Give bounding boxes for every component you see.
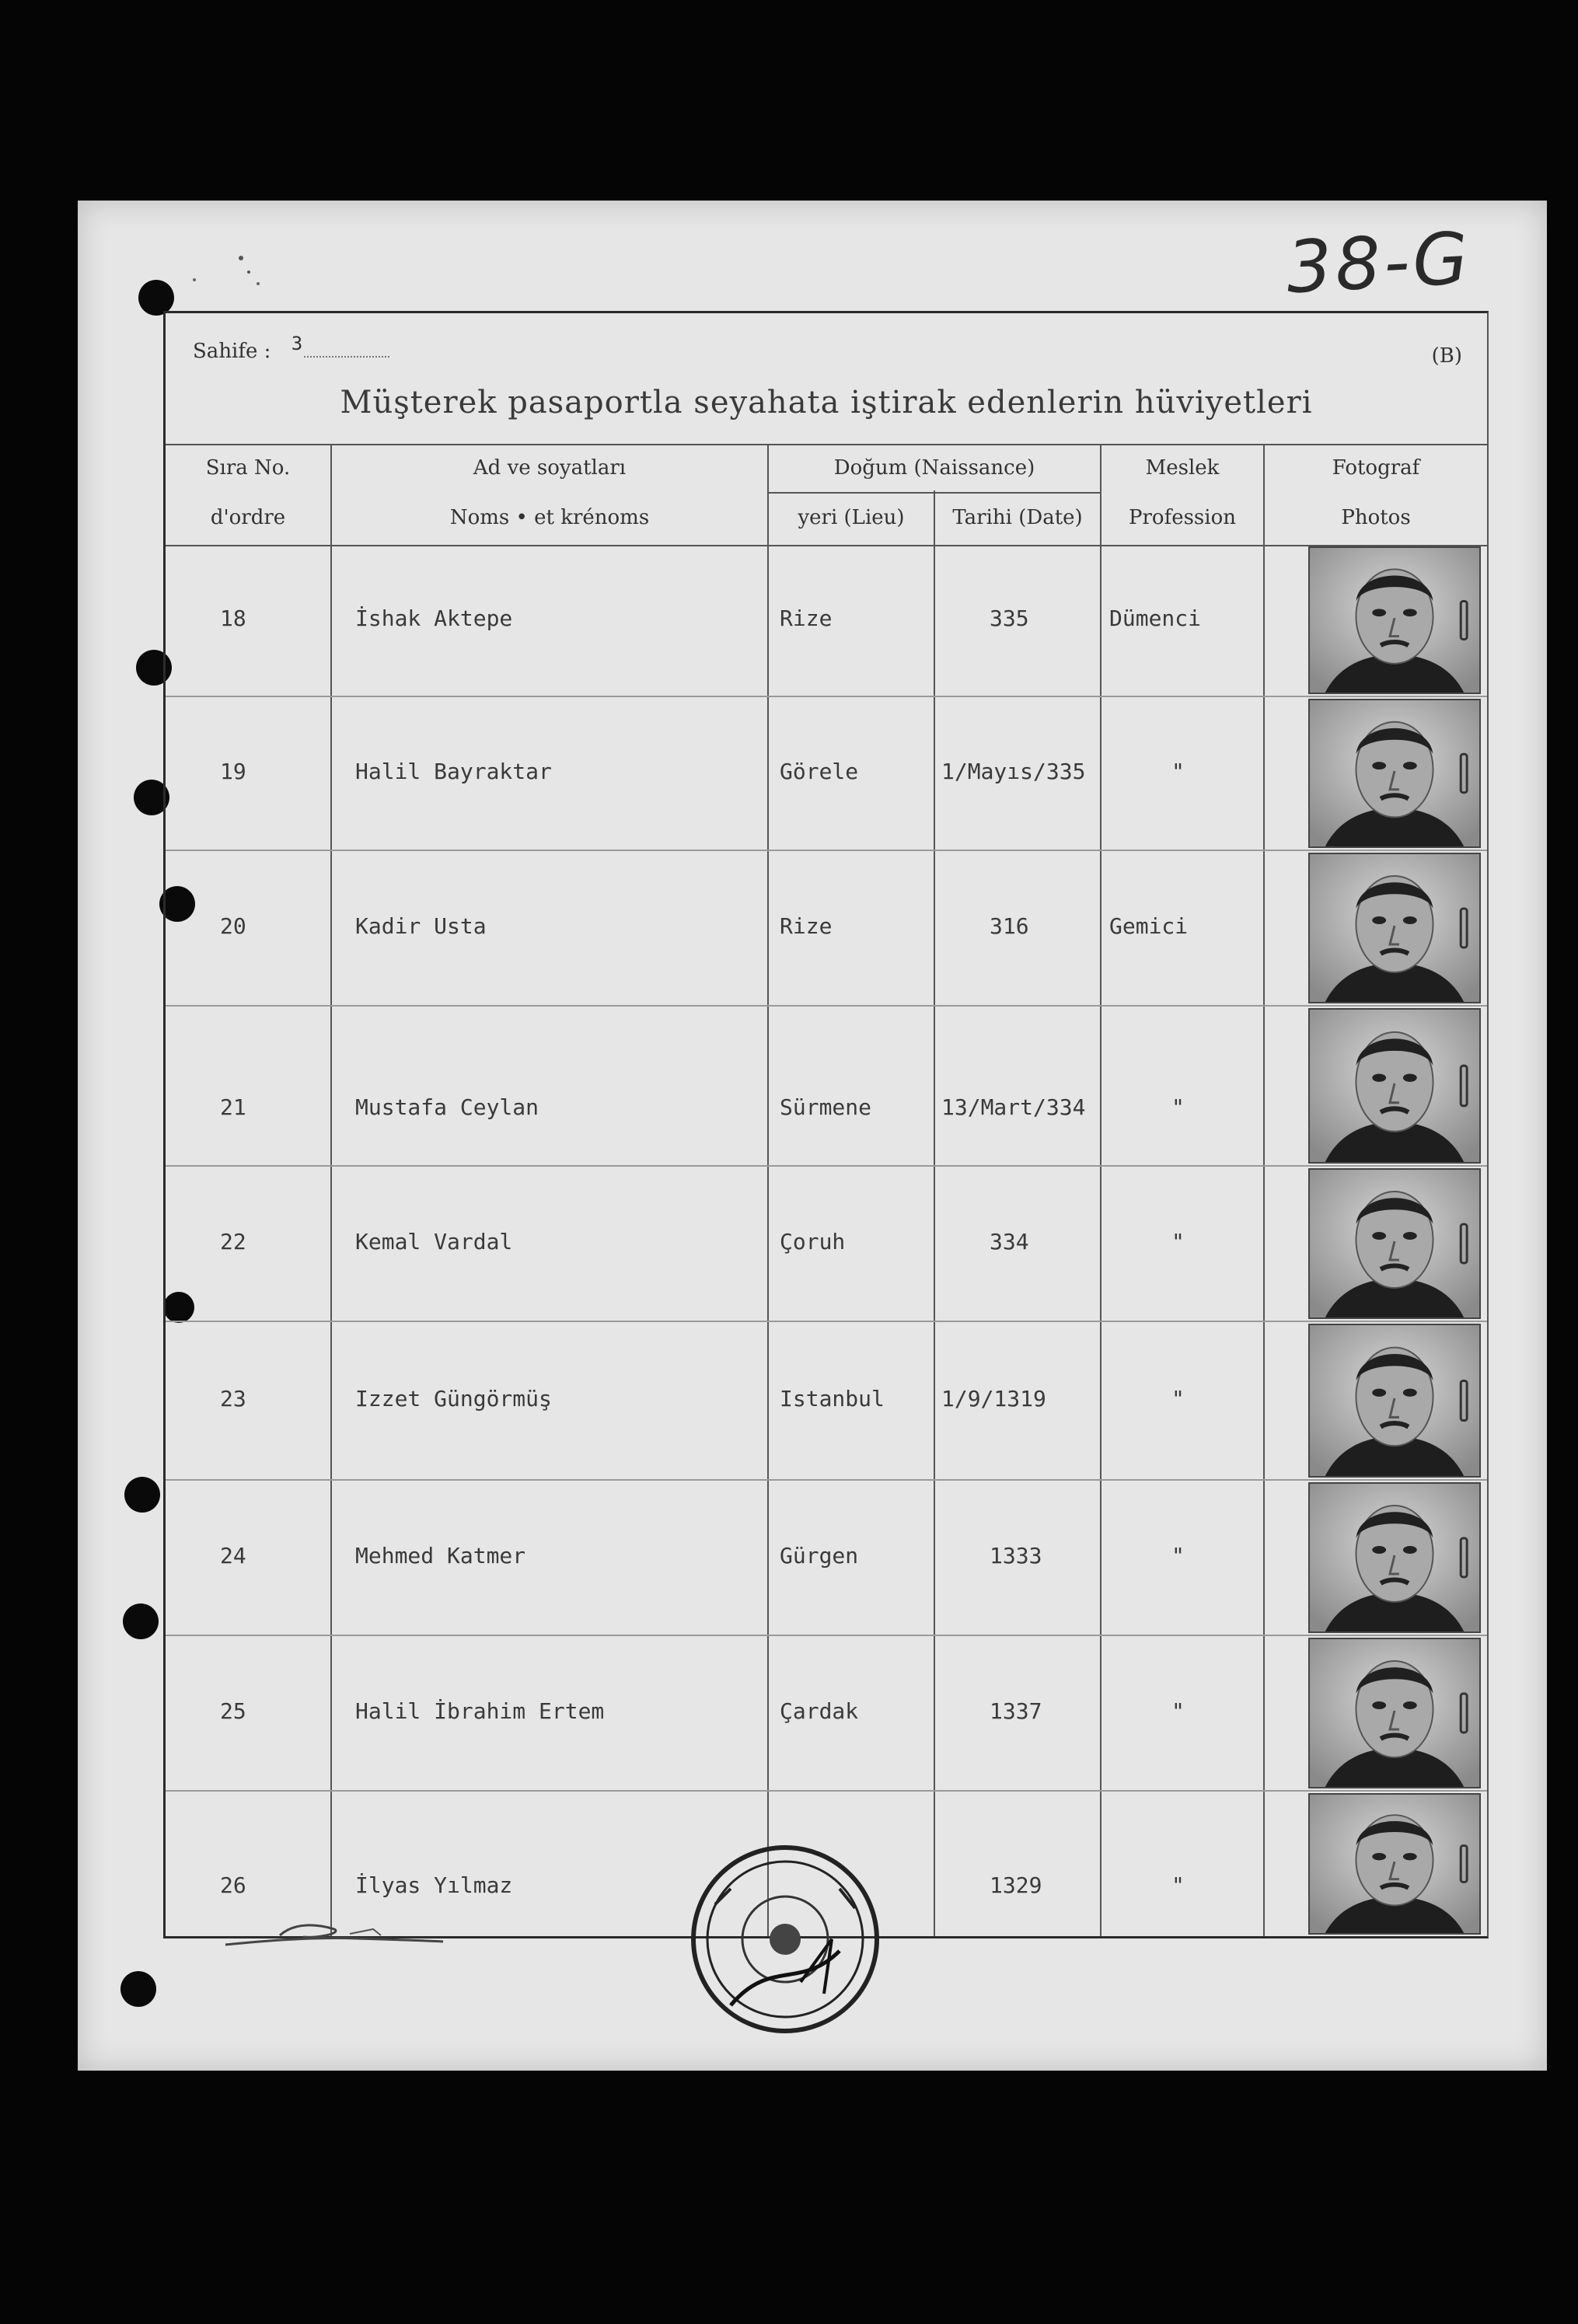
cell-name: Kemal Vardal [355,1229,513,1254]
cell-birth-place: Istanbul [780,1386,885,1411]
cell-birth-place: Görele [780,759,859,784]
header-profession-sublabel: Profession [1129,506,1236,529]
table-row [166,543,1487,697]
passport-photo [1308,1638,1481,1788]
passport-photo [1308,1324,1481,1478]
cell-profession: Dümenci [1109,605,1202,631]
page-label-text: Sahife : [193,340,271,363]
cell-birth-place: Rize [780,913,833,939]
header-photo-sublabel: Photos [1341,506,1411,529]
cell-order-number: 18 [220,605,246,631]
header-order [166,445,330,545]
cell-order-number: 24 [220,1543,246,1569]
cell-birth-date: 13/Mart/334 [941,1094,1086,1120]
official-seal-stamp [684,1842,886,2036]
cell-name: Mustafa Ceylan [355,1094,539,1120]
cell-name: Halil Bayraktar [355,759,552,784]
table-header [166,444,1487,546]
table-row [166,1005,1487,1167]
cell-birth-date: 334 [990,1229,1029,1254]
cell-birth-date: 1/Mayıs/335 [941,759,1086,784]
header-photo [1265,445,1487,545]
cell-profession: " [1171,759,1185,784]
cell-profession: " [1171,1698,1185,1724]
header-date-label: Tarihi (Date) [952,506,1083,529]
cell-name: İshak Aktepe [355,605,513,631]
header-name [332,445,767,545]
binder-hole [123,1603,159,1639]
cell-name: Halil İbrahim Ertem [355,1698,605,1724]
cell-birth-date: 316 [990,913,1029,939]
cell-profession: " [1171,1094,1185,1120]
header-photo-label: Fotograf [1332,456,1420,480]
page-number: 3 [291,333,303,354]
header-place-label: yeri (Lieu) [798,506,905,529]
cell-order-number: 25 [220,1698,246,1724]
table-row [166,850,1487,1007]
cell-order-number: 23 [220,1386,246,1411]
header-birth-label: Doğum (Naissance) [833,456,1035,480]
section-marker: (B) [1431,344,1462,368]
header-name-label: Ad ve soyatları [473,456,627,480]
cell-name: Mehmed Katmer [355,1543,526,1569]
cell-order-number: 19 [220,759,246,784]
cell-order-number: 22 [220,1229,246,1254]
cell-birth-place: Çardak [780,1698,859,1724]
table-row [166,1479,1487,1636]
table-row [166,696,1487,851]
passport-photo [1308,699,1481,848]
header-order-sublabel: d'ordre [210,506,286,529]
cell-name: Kadir Usta [355,913,487,939]
passport-photo [1308,853,1481,1003]
cell-order-number: 21 [220,1094,246,1120]
passport-photo [1308,1482,1481,1633]
cell-name: Izzet Güngörmüş [355,1386,552,1411]
table-row [166,1321,1487,1481]
form-frame [163,311,1489,1938]
cell-profession: " [1171,1229,1185,1254]
passport-photo [1308,1168,1481,1319]
cell-birth-place: Sürmene [780,1094,872,1120]
dotted-line [304,356,389,358]
cell-profession: Gemici [1109,913,1189,939]
passport-photo [1308,1793,1481,1935]
cell-birth-place: Gürgen [780,1543,859,1569]
cell-birth-date: 1337 [990,1698,1042,1724]
cell-birth-date: 1/9/1319 [941,1386,1046,1411]
cell-birth-date: 1329 [990,1872,1042,1898]
header-profession [1101,445,1263,545]
cell-profession: " [1171,1872,1185,1898]
cell-profession: " [1171,1386,1185,1411]
cell-birth-place: Çoruh [780,1229,846,1254]
cell-order-number: 20 [220,913,246,939]
page-label [193,333,389,363]
header-date [935,445,1100,545]
header-profession-label: Meslek [1145,456,1220,480]
binder-hole [124,1477,160,1513]
archive-reference-note: 38-G [1284,216,1474,310]
table-row [166,1635,1487,1792]
table-row [166,1165,1487,1322]
passport-photo [1308,546,1481,694]
signature-scribble [218,1906,451,1960]
header-order-label: Sıra No. [205,456,291,480]
binder-hole [120,1971,156,2007]
cell-birth-place: Rize [780,605,833,631]
cell-birth-date: 1333 [990,1543,1042,1569]
form-title: Müşterek pasaportla seyahata iştirak edenlerin hüviyetleri [340,385,1313,420]
header-name-sublabel: Noms • et krénoms [449,506,650,529]
header-place [769,445,934,545]
ink-specks [171,249,264,295]
passport-photo [1308,1008,1481,1164]
cell-profession: " [1171,1543,1185,1569]
cell-birth-date: 335 [990,605,1029,631]
cell-name: İlyas Yılmaz [355,1872,513,1898]
cell-order-number: 26 [220,1872,246,1898]
